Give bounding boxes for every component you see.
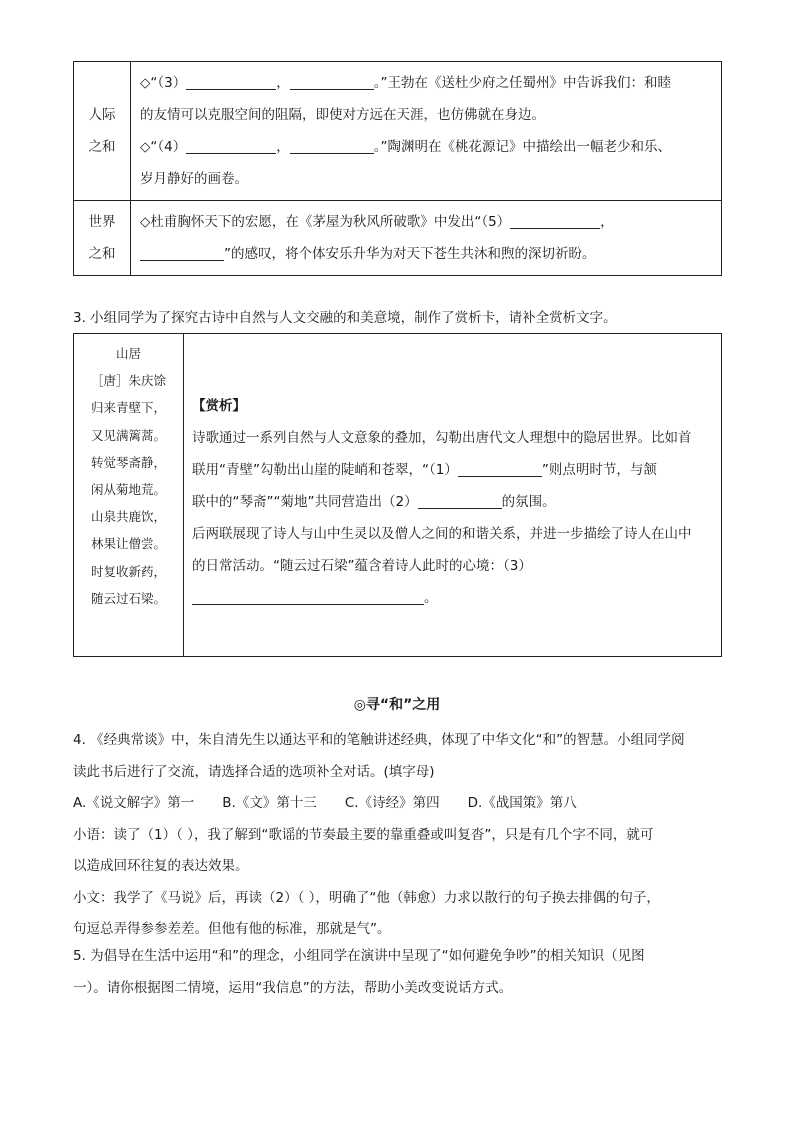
question-4 [73,725,723,946]
poem-line: 时复收新药， [90,563,166,579]
question-3: 3. 小组同学为了探究古诗中自然与人文交融的和美意境，制作了赏析卡，请补全赏析文字。 [73,310,617,326]
answer-blank[interactable] [186,137,276,154]
category-label: 之和 [88,139,116,155]
table-row [74,201,722,276]
question-5 [73,941,723,1004]
item-5-line [140,206,712,238]
item-text: ◇“（3） [140,75,187,91]
poem-line: ［唐］朱庆馀 [90,373,166,389]
answer-blank[interactable] [290,73,374,90]
analysis-line: 后两联展现了诗人与山中生灵以及僧人之间的和谐关系，并进一步描绘了诗人在山中 [192,526,692,542]
dialogue-line: 句逗总弄得参参差差。但他有他的标准，那就是气”。 [73,921,391,937]
q4-line: 读此书后进行了交流，请选择合适的选项补全对话。(填字母) [73,763,435,780]
answer-blank[interactable] [140,244,224,261]
poem-line: 归来青壁下， [90,400,166,416]
poem-line: 山居 [115,346,141,361]
category-label: 世界 [88,214,116,230]
item-text: ◇杜甫胸怀天下的宏愿，在《茅屋为秋风所破歌》中发出“（5） [140,214,511,230]
q5-line: 5. 为倡导在生活中运用“和”的理念，小组同学在演讲中呈现了“如何避免争吵”的相关知识（见图 [73,948,645,964]
content-cell [131,201,722,276]
category-cell [74,62,131,201]
table-row [74,62,722,201]
q4-options [73,788,723,820]
q4-line: 4. 《经典常谈》中，朱自清先生以通达平和的笔触讲述经典，体现了中华文化“和”的智慧。小组同学阅 [73,732,685,748]
dialogue-line: 小文：我学了《马说》后，再读（2）（ ），明确了“他（韩愈）力求以散行的句子换去排偶的句子， [73,889,660,906]
poem-line: 闲从菊地荒。 [90,482,166,498]
poem-line: 转觉琴斋静， [90,454,166,470]
option-b[interactable]: B.《文》第十三 [222,795,317,811]
item-4-line [140,131,712,163]
analysis-text: 的氛围。 [501,494,556,510]
category-label: 人际 [88,107,116,123]
option-a[interactable]: A.《说文解字》第一 [73,795,195,811]
item-text: ◇“（4） [140,139,187,155]
option-c[interactable]: C.《诗经》第四 [344,795,440,811]
answer-blank[interactable] [458,460,542,477]
poem-line: 林果让僧尝。 [90,536,166,552]
dialogue-line: 小语：读了（1）（ ），我了解到“歌谣的节奏最主要的靠重叠或叫复沓”，只是有几个字不同，就可 [73,826,654,843]
analysis-line [192,582,712,614]
answer-blank[interactable] [290,137,374,154]
item-3-line [140,67,712,99]
analysis-line [192,454,712,486]
appreciation-card [73,333,722,657]
analysis-line [192,486,712,518]
analysis-title: 【赏析】 [192,398,246,414]
item-5-line-2 [140,238,712,270]
harmony-table [73,61,722,276]
category-cell [74,201,131,276]
answer-blank[interactable] [418,492,502,509]
analysis-cell [184,334,722,657]
answer-blank[interactable] [510,212,600,229]
q5-line: 一）。请你根据图二情境，运用“我信息”的方法，帮助小美改变说话方式。 [73,979,513,996]
item-text: 。”陶渊明在《桃花源记》中描绘出一幅老少和乐、 [373,139,671,155]
item-4-line-2: 岁月静好的画卷。 [140,171,248,187]
item-text: ， [276,139,290,155]
analysis-text: 联用“青壁”勾勒出山崖的陡峭和苍翠，“（1） [192,462,458,478]
poem-line: 又见满篱蒿。 [90,427,166,443]
answer-blank[interactable] [186,73,276,90]
poem-line: 随云过石梁。 [90,590,166,606]
dialogue-line: 以造成回环往复的表达效果。 [73,858,249,874]
section-heading: ◎寻“和”之用 [353,697,441,713]
poem-line: 山泉共鹿饮， [90,509,166,525]
content-cell [131,62,722,201]
item-text: ”的感叹，将个体安乐升华为对天下苍生共沐和煦的深切祈盼。 [224,246,596,262]
item-text: 。”王勃在《送杜少府之任蜀州》中告诉我们：和睦 [373,75,671,91]
category-label: 之和 [88,246,116,262]
analysis-text: 联中的“琴斋”“菊地”共同营造出（2） [192,494,418,510]
analysis-line: 的日常活动。“随云过石梁”蕴含着诗人此时的心境：（3） [192,558,532,574]
table-row [74,334,722,657]
item-text: ， [276,75,290,91]
poem-cell [74,334,184,657]
analysis-text: ”则点明时节，与颔 [541,462,657,478]
answer-blank[interactable] [192,588,424,605]
analysis-text: 。 [424,590,438,606]
item-text: ， [600,214,614,230]
option-d[interactable]: D.《战国策》第八 [467,795,577,811]
analysis-line: 诗歌通过一系列自然与人文意象的叠加，勾勒出唐代文人理想中的隐居世界。比如首 [192,430,692,446]
item-3-line-2: 的友情可以克服空间的阻隔，即使对方远在天涯，也仿佛就在身边。 [140,107,545,123]
